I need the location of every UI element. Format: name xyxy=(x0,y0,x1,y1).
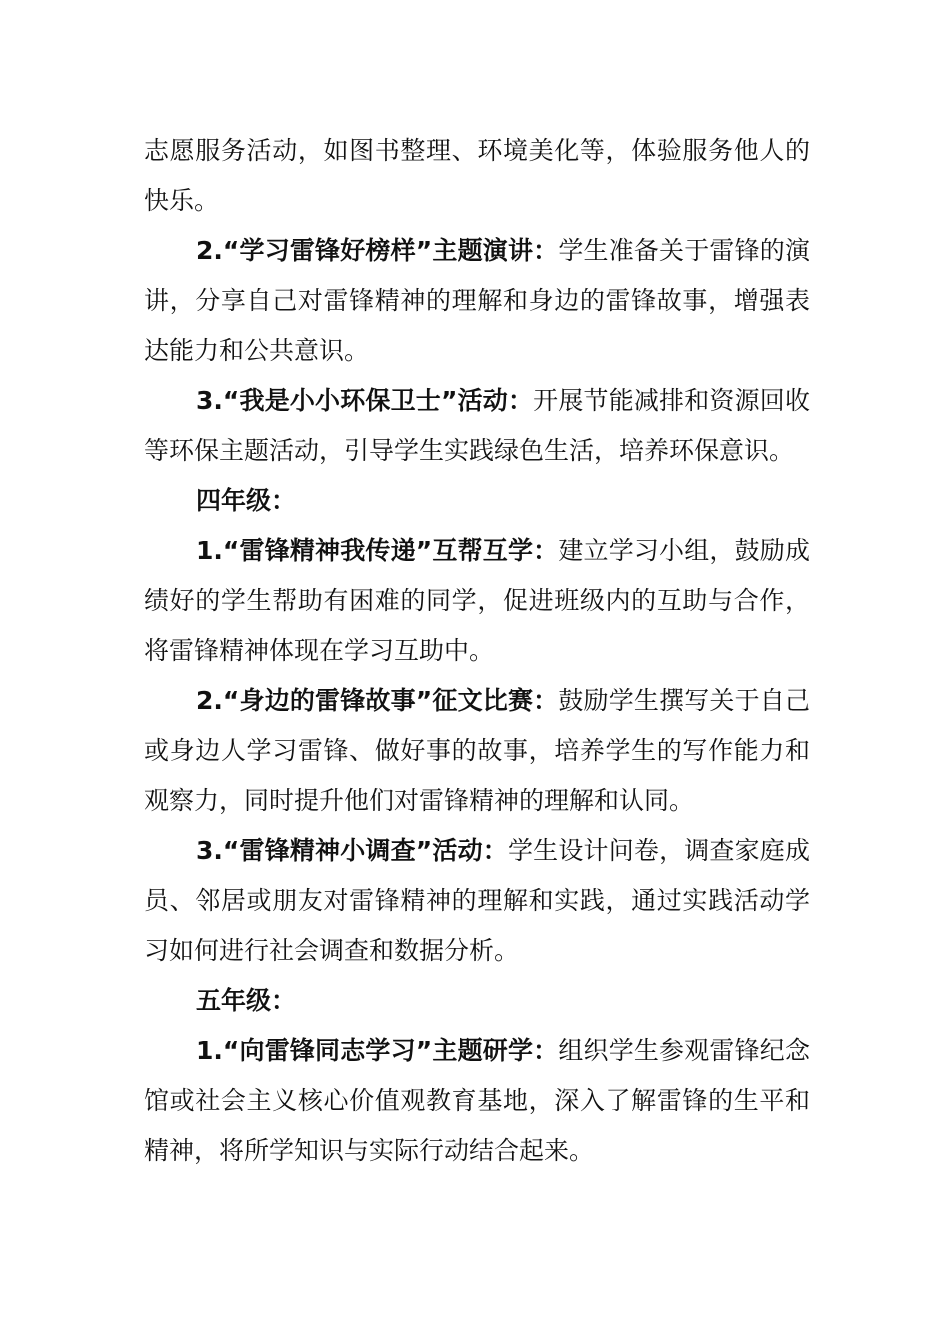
paragraph-continuation xyxy=(144,126,810,226)
paragraph-lead: 1.“向雷锋同志学习”主题研学： xyxy=(196,1036,559,1065)
paragraph-lead: 1.“雷锋精神我传递”互帮互学： xyxy=(196,536,559,565)
document-body xyxy=(144,126,810,1176)
grade4-heading xyxy=(144,476,810,526)
paragraph-grade4-item1 xyxy=(144,526,810,676)
paragraph-text: 组织学生参观雷锋纪念馆或社会主义核心价值观教育基地，深入了解雷锋的生平和精神，将所学知识与实际行动结合起来。 xyxy=(144,1036,810,1165)
section-heading: 四年级： xyxy=(196,486,297,515)
paragraph-grade4-item3 xyxy=(144,826,810,976)
paragraph-grade5-item1 xyxy=(144,1026,810,1176)
paragraph-text: 鼓励学生撰写关于自己或身边人学习雷锋、做好事的故事，培养学生的写作能力和观察力，同时提升他们对雷锋精神的理解和认同。 xyxy=(144,686,810,815)
paragraph-lead: 3.“雷锋精神小调查”活动： xyxy=(196,836,508,865)
paragraph-text: 学生设计问卷，调查家庭成员、邻居或朋友对雷锋精神的理解和实践，通过实践活动学习如何进行社会调查和数据分析。 xyxy=(144,836,810,965)
section-heading: 五年级： xyxy=(196,986,297,1015)
grade5-heading xyxy=(144,976,810,1026)
paragraph-grade4-item2 xyxy=(144,676,810,826)
paragraph-lead: 2.“学习雷锋好榜样”主题演讲： xyxy=(196,236,559,265)
paragraph-lead: 2.“身边的雷锋故事”征文比赛： xyxy=(196,686,559,715)
paragraph-grade3-item2 xyxy=(144,226,810,376)
paragraph-text: 建立学习小组，鼓励成绩好的学生帮助有困难的同学，促进班级内的互助与合作，将雷锋精神体现在学习互助中。 xyxy=(144,536,810,665)
paragraph-text: 学生准备关于雷锋的演讲，分享自己对雷锋精神的理解和身边的雷锋故事，增强表达能力和公共意识。 xyxy=(144,236,810,365)
paragraph-grade3-item3 xyxy=(144,376,810,476)
paragraph-lead: 3.“我是小小环保卫士”活动： xyxy=(196,386,534,415)
paragraph-text: 开展节能减排和资源回收等环保主题活动，引导学生实践绿色生活，培养环保意识。 xyxy=(144,386,810,465)
paragraph-text: 志愿服务活动，如图书整理、环境美化等，体验服务他人的快乐。 xyxy=(144,136,810,215)
